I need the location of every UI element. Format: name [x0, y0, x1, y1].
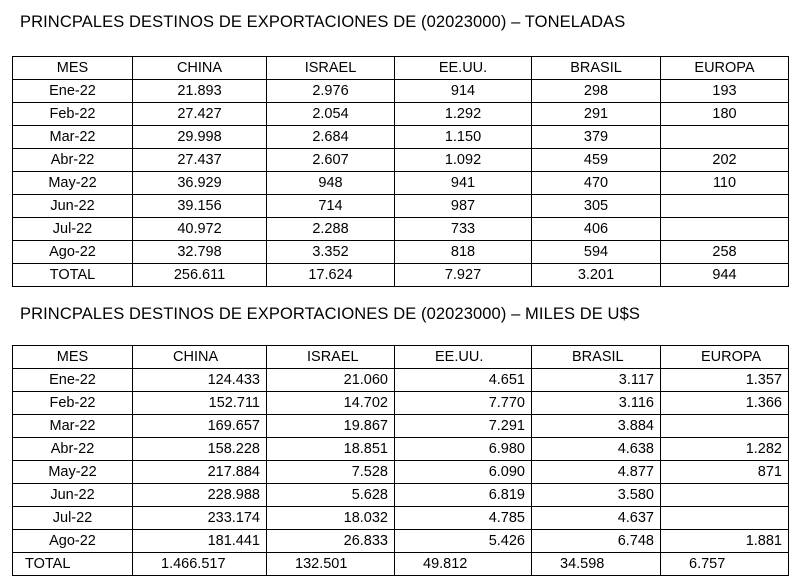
value-cell: 27.437: [133, 149, 267, 172]
value-cell: 4.785: [395, 507, 532, 530]
value-cell: 40.972: [133, 218, 267, 241]
value-cell: 18.032: [267, 507, 395, 530]
table-row: [13, 461, 789, 484]
value-cell: 914: [395, 80, 532, 103]
value-cell: 169.657: [133, 415, 267, 438]
value-cell: 18.851: [267, 438, 395, 461]
value-cell: 4.877: [532, 461, 661, 484]
value-cell: 987: [395, 195, 532, 218]
column-header: MES: [13, 57, 133, 80]
month-cell: TOTAL: [13, 553, 133, 576]
value-cell: 132.501: [267, 553, 395, 576]
value-cell: [661, 484, 789, 507]
table-row: [13, 530, 789, 553]
table-row: [13, 195, 789, 218]
value-cell: [661, 126, 789, 149]
table-row: [13, 369, 789, 392]
value-cell: 256.611: [133, 264, 267, 287]
value-cell: 6.757: [661, 553, 789, 576]
value-cell: 2.288: [267, 218, 395, 241]
value-cell: 258: [661, 241, 789, 264]
table-row: [13, 438, 789, 461]
month-cell: TOTAL: [13, 264, 133, 287]
value-cell: 7.927: [395, 264, 532, 287]
month-cell: Jun-22: [13, 484, 133, 507]
value-cell: 180: [661, 103, 789, 126]
value-cell: 5.426: [395, 530, 532, 553]
value-cell: 193: [661, 80, 789, 103]
value-cell: [661, 195, 789, 218]
month-cell: Ene-22: [13, 369, 133, 392]
value-cell: 1.881: [661, 530, 789, 553]
value-cell: 714: [267, 195, 395, 218]
value-cell: 2.976: [267, 80, 395, 103]
value-cell: 1.357: [661, 369, 789, 392]
month-cell: Mar-22: [13, 415, 133, 438]
miles-usd-table-title: PRINCPALES DESTINOS DE EXPORTACIONES DE (02023000) – MILES DE U$S: [20, 305, 640, 323]
column-header: MES: [13, 346, 133, 369]
value-cell: 7.770: [395, 392, 532, 415]
value-cell: 941: [395, 172, 532, 195]
month-cell: Ago-22: [13, 241, 133, 264]
column-header: CHINA: [133, 57, 267, 80]
table-row: [13, 218, 789, 241]
month-cell: Jul-22: [13, 218, 133, 241]
value-cell: 3.884: [532, 415, 661, 438]
value-cell: 202: [661, 149, 789, 172]
value-cell: 1.466.517: [133, 553, 267, 576]
toneladas-table: [12, 56, 789, 287]
month-cell: Jun-22: [13, 195, 133, 218]
value-cell: 34.598: [532, 553, 661, 576]
miles-usd-table: [12, 345, 789, 576]
table-row: [13, 80, 789, 103]
value-cell: 4.638: [532, 438, 661, 461]
value-cell: [661, 218, 789, 241]
value-cell: 3.201: [532, 264, 661, 287]
value-cell: 21.893: [133, 80, 267, 103]
month-cell: May-22: [13, 461, 133, 484]
value-cell: 26.833: [267, 530, 395, 553]
value-cell: 298: [532, 80, 661, 103]
value-cell: 3.116: [532, 392, 661, 415]
table-row: [13, 507, 789, 530]
table-row: [13, 149, 789, 172]
value-cell: 36.929: [133, 172, 267, 195]
value-cell: 17.624: [267, 264, 395, 287]
value-cell: 49.812: [395, 553, 532, 576]
value-cell: 6.980: [395, 438, 532, 461]
month-cell: Ago-22: [13, 530, 133, 553]
value-cell: 152.711: [133, 392, 267, 415]
value-cell: 19.867: [267, 415, 395, 438]
value-cell: 181.441: [133, 530, 267, 553]
column-header: ISRAEL: [267, 57, 395, 80]
value-cell: 32.798: [133, 241, 267, 264]
value-cell: 124.433: [133, 369, 267, 392]
value-cell: 217.884: [133, 461, 267, 484]
value-cell: 818: [395, 241, 532, 264]
column-header: CHINA: [133, 346, 267, 369]
table-header-row: [13, 346, 789, 369]
value-cell: 7.528: [267, 461, 395, 484]
value-cell: 406: [532, 218, 661, 241]
value-cell: 29.998: [133, 126, 267, 149]
value-cell: 3.117: [532, 369, 661, 392]
value-cell: 459: [532, 149, 661, 172]
value-cell: 871: [661, 461, 789, 484]
value-cell: [661, 507, 789, 530]
value-cell: 21.060: [267, 369, 395, 392]
table-row: [13, 126, 789, 149]
value-cell: 733: [395, 218, 532, 241]
column-header: EE.UU.: [395, 346, 532, 369]
column-header: EUROPA: [661, 346, 789, 369]
value-cell: 1.150: [395, 126, 532, 149]
toneladas-table-title: PRINCPALES DESTINOS DE EXPORTACIONES DE (02023000) – TONELADAS: [20, 13, 626, 31]
value-cell: 4.637: [532, 507, 661, 530]
value-cell: 27.427: [133, 103, 267, 126]
value-cell: 228.988: [133, 484, 267, 507]
month-cell: May-22: [13, 172, 133, 195]
value-cell: 305: [532, 195, 661, 218]
value-cell: 944: [661, 264, 789, 287]
value-cell: 3.580: [532, 484, 661, 507]
table-header-row: [13, 57, 789, 80]
value-cell: 5.628: [267, 484, 395, 507]
table-row: [13, 415, 789, 438]
total-row: [13, 553, 789, 576]
table-row: [13, 392, 789, 415]
value-cell: 158.228: [133, 438, 267, 461]
month-cell: Feb-22: [13, 392, 133, 415]
value-cell: 1.366: [661, 392, 789, 415]
value-cell: 379: [532, 126, 661, 149]
column-header: BRASIL: [532, 346, 661, 369]
value-cell: 291: [532, 103, 661, 126]
value-cell: 2.684: [267, 126, 395, 149]
month-cell: Mar-22: [13, 126, 133, 149]
value-cell: 2.607: [267, 149, 395, 172]
value-cell: 39.156: [133, 195, 267, 218]
value-cell: 7.291: [395, 415, 532, 438]
value-cell: 6.090: [395, 461, 532, 484]
table-row: [13, 103, 789, 126]
value-cell: 470: [532, 172, 661, 195]
value-cell: 6.819: [395, 484, 532, 507]
value-cell: [661, 415, 789, 438]
column-header: EE.UU.: [395, 57, 532, 80]
value-cell: 3.352: [267, 241, 395, 264]
value-cell: 594: [532, 241, 661, 264]
column-header: BRASIL: [532, 57, 661, 80]
value-cell: 1.292: [395, 103, 532, 126]
table-row: [13, 241, 789, 264]
month-cell: Abr-22: [13, 149, 133, 172]
table-row: [13, 484, 789, 507]
month-cell: Feb-22: [13, 103, 133, 126]
table-row: [13, 172, 789, 195]
column-header: EUROPA: [661, 57, 789, 80]
value-cell: 14.702: [267, 392, 395, 415]
value-cell: 6.748: [532, 530, 661, 553]
month-cell: Abr-22: [13, 438, 133, 461]
value-cell: 233.174: [133, 507, 267, 530]
month-cell: Jul-22: [13, 507, 133, 530]
month-cell: Ene-22: [13, 80, 133, 103]
value-cell: 1.092: [395, 149, 532, 172]
value-cell: 948: [267, 172, 395, 195]
value-cell: 1.282: [661, 438, 789, 461]
value-cell: 4.651: [395, 369, 532, 392]
value-cell: 110: [661, 172, 789, 195]
column-header: ISRAEL: [267, 346, 395, 369]
value-cell: 2.054: [267, 103, 395, 126]
total-row: [13, 264, 789, 287]
